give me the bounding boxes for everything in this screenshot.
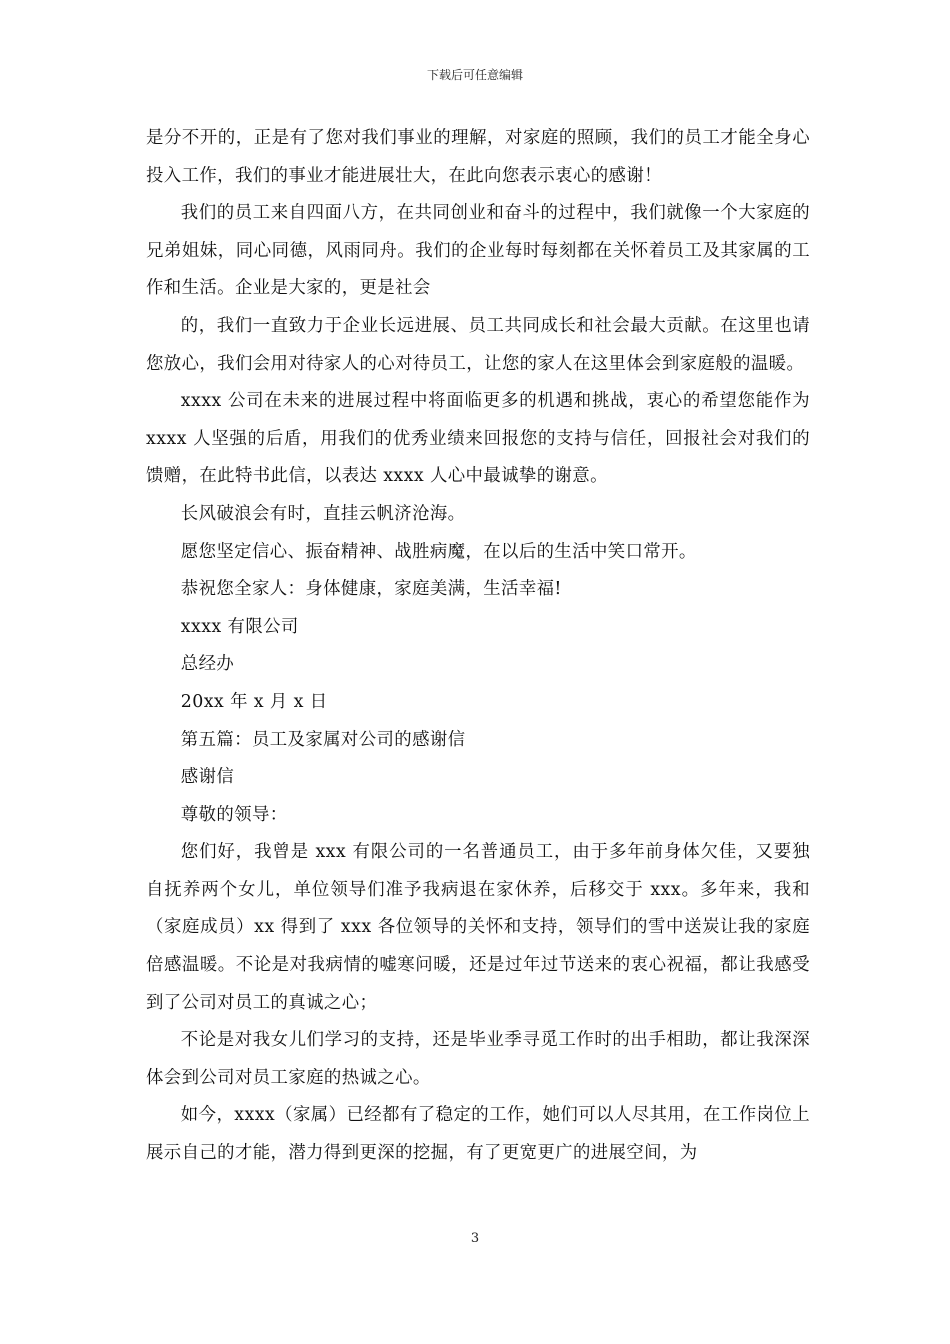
paragraph-daughters: 不论是对我女儿们学习的支持，还是毕业季寻觅工作时的出手相助，都让我深深体会到公司对员工家庭的热诚之心。: [146, 1030, 810, 1088]
signature-company: xxxx 有限公司: [180, 616, 299, 637]
letter-body: [146, 120, 810, 1173]
paragraph-greeting: 您们好，我曾是 xxx 有限公司的一名普通员工，由于多年前身体欠佳，又要独自抚养两个女儿，单位领导们准予我病退在家休养，后移交于 xxx。多年来，我和（家庭成员）xx 得到了 xxx 各位领导的关怀和支持，领导们的雪中送炭让我的家庭倍感温暖。不论是对我病情的嘘寒问暖，还是过年过节送来的衷心祝福，都让我感受到了公司对员工的真诚之心；: [146, 842, 810, 1013]
signature-date: 20xx 年 x 月 x 日: [180, 691, 328, 712]
letter-salutation: 尊敬的领导：: [180, 804, 288, 825]
paragraph-blessing: 恭祝您全家人：身体健康，家庭美满，生活幸福!: [180, 579, 562, 600]
page-header: 下载后可任意编辑: [426, 68, 523, 82]
paragraph-wishes: 愿您坚定信心、振奋精神、战胜病魔，在以后的生活中笑口常开。: [180, 541, 697, 562]
section-title: 第五篇：员工及家属对公司的感谢信: [180, 729, 466, 750]
signature-office: 总经办: [180, 654, 235, 675]
letter-title: 感谢信: [180, 767, 235, 788]
paragraph-employees: 我们的员工来自四面八方，在共同创业和奋斗的过程中，我们就像一个大家庭的兄弟姐妹，同心同德，风雨同舟。我们的企业每时每刻都在关怀着员工及其家属的工作和生活。企业是大家的，更是社会: [146, 203, 810, 299]
paragraph-commitment: 的，我们一直致力于企业长远进展、员工共同成长和社会最大贡献。在这里也请您放心，我们会用对待家人的心对待员工，让您的家人在这里体会到家庭般的温暖。: [146, 315, 810, 374]
paragraph-poem: 长风破浪会有时，直挂云帆济沧海。: [180, 503, 466, 524]
paragraph-now: 如今，xxxx（家属）已经都有了稳定的工作，她们可以人尽其用，在工作岗位上展示自己的才能，潜力得到更深的挖掘，有了更宽更广的进展空间，为: [146, 1105, 810, 1164]
page-number: 3: [470, 1231, 480, 1246]
paragraph-future: xxxx 公司在未来的进展过程中将面临更多的机遇和挑战，衷心的希望您能作为 xxxx 人坚强的后盾，用我们的优秀业绩来回报您的支持与信任，回报社会对我们的馈赠，在此特书此信，以表达 xxxx 人心中最诚挚的谢意。: [146, 391, 810, 487]
paragraph-continuation: 是分不开的，正是有了您对我们事业的理解，对家庭的照顾，我们的员工才能全身心投入工作，我们的事业才能进展壮大，在此向您表示衷心的感谢！: [146, 128, 810, 186]
